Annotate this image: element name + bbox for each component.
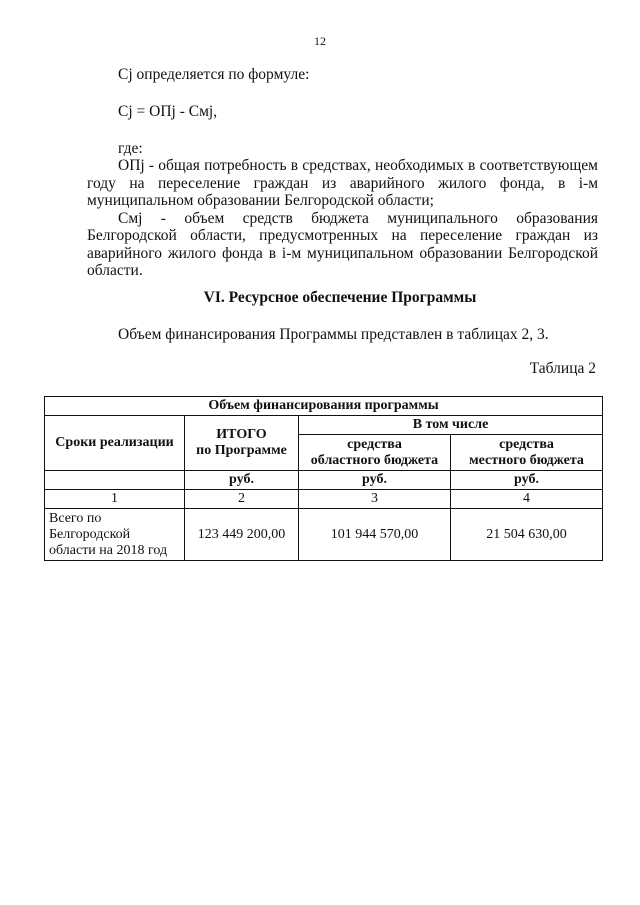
header-local-line-2: местного бюджета [469,452,584,468]
header-including: В том числе [299,416,603,435]
where-label: где: [118,140,143,157]
header-local [451,435,603,471]
unit-empty [45,471,185,490]
smj-definition-line-2: Белгородской области, предусмотренных на переселение граждан из [87,227,598,244]
header-regional-line-2: областного бюджета [310,452,439,468]
row-label [45,509,185,561]
header-period: Сроки реализации [45,416,185,471]
financing-intro: Объем финансирования Программы представлен в таблицах 2, 3. [118,326,549,343]
header-local-line-1: средства [499,436,554,452]
unit-total: руб. [185,471,299,490]
col-number-1: 1 [45,490,185,509]
page-number: 12 [314,34,326,48]
smj-definition-line-3: аварийного жилого фонда в i-м муниципальном образовании Белгородской [87,245,598,262]
row-label-line-2: Белгородской [49,526,131,542]
header-total-line-2: по Программе [196,443,287,459]
header-total-line-1: ИТОГО [216,427,267,443]
formula: Cj = ОПj - Смj, [118,103,218,120]
header-regional [299,435,451,471]
smj-definition-line-1: Смj - объем средств бюджета муниципального образования [118,210,598,227]
unit-local: руб. [451,471,603,490]
opj-definition-line-3: муниципальном образовании Белгородской области; [87,192,434,209]
opj-definition-line-1: ОПj - общая потребность в средствах, необходимых в соответствующем [118,157,598,174]
formula-intro: Cj определяется по формуле: [118,66,310,83]
col-number-2: 2 [185,490,299,509]
row-total: 123 449 200,00 [185,509,299,561]
header-total [185,416,299,471]
smj-definition-line-4: области. [87,262,143,279]
header-regional-line-1: средства [347,436,402,452]
section-heading: VI. Ресурсное обеспечение Программы [203,289,477,306]
row-label-line-1: Всего по [49,510,102,526]
row-label-line-3: области на 2018 год [49,542,168,558]
financing-table [44,396,603,561]
col-number-4: 4 [451,490,603,509]
unit-regional: руб. [299,471,451,490]
row-regional: 101 944 570,00 [299,509,451,561]
col-number-3: 3 [299,490,451,509]
table-label: Таблица 2 [529,360,596,377]
opj-definition-line-2: году на переселение граждан из аварийного жилого фонда, в i-м [87,175,598,192]
table-title: Объем финансирования программы [45,397,603,416]
row-local: 21 504 630,00 [451,509,603,561]
